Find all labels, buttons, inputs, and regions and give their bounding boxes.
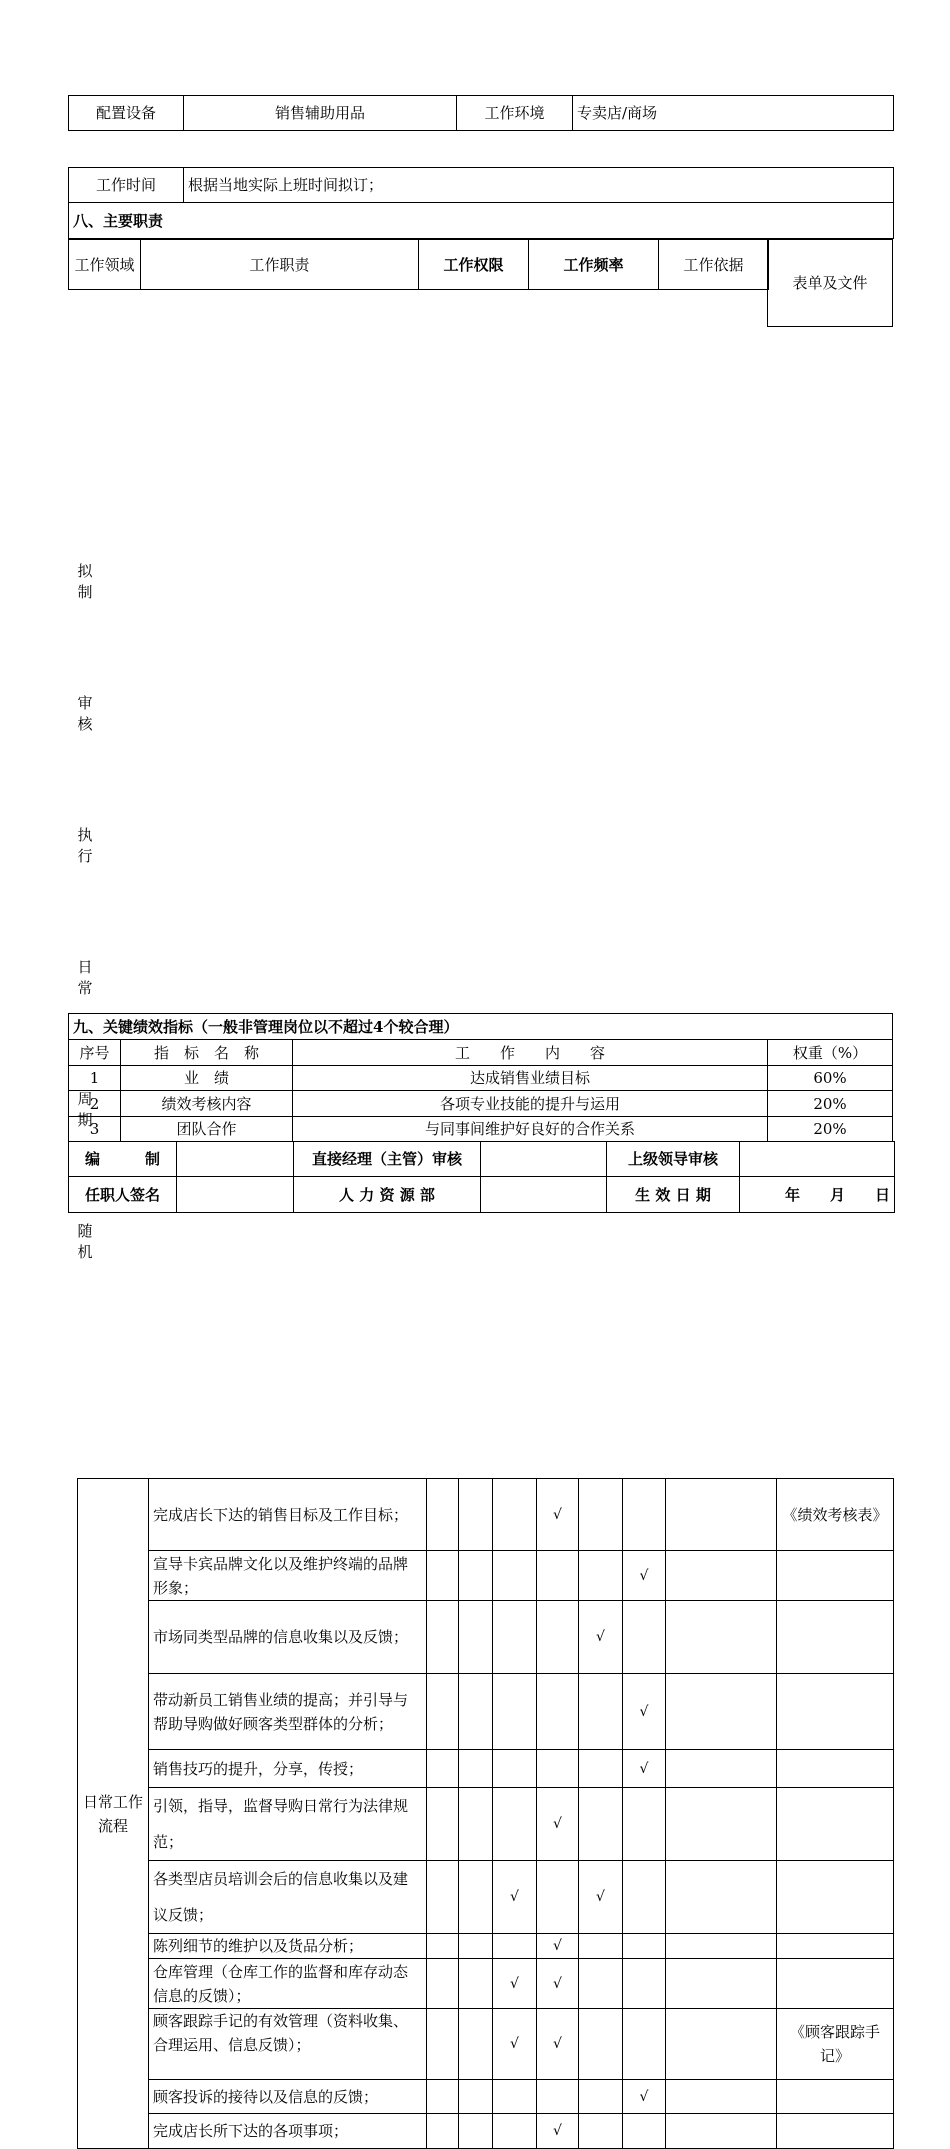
forms-cell bbox=[777, 1959, 894, 2009]
check-cell bbox=[459, 1959, 493, 2009]
kpi-no: 2 bbox=[69, 1091, 121, 1117]
check-cell bbox=[579, 1934, 623, 1959]
duty-text: 各类型店员培训会后的信息收集以及建议反馈； bbox=[149, 1861, 427, 1934]
equipment-value: 销售辅助用品 bbox=[184, 96, 457, 131]
kpi-content: 各项专业技能的提升与运用 bbox=[293, 1091, 768, 1117]
forms-cell bbox=[777, 1788, 894, 1861]
table-row bbox=[69, 1117, 893, 1142]
basis-cell bbox=[666, 1934, 777, 1959]
duty-text: 引领，指导，监督导购日常行为法律规范； bbox=[149, 1788, 427, 1861]
basis-cell bbox=[666, 1479, 777, 1551]
equipment-label: 配置设备 bbox=[69, 96, 184, 131]
basis-cell bbox=[666, 1551, 777, 1601]
kpi-no: 3 bbox=[69, 1117, 121, 1142]
check-cell bbox=[427, 2080, 459, 2114]
check-cell bbox=[459, 1788, 493, 1861]
duty-text: 宣导卡宾品牌文化以及维护终端的品牌形象； bbox=[149, 1551, 427, 1601]
basis-cell bbox=[666, 1601, 777, 1674]
check-cell bbox=[427, 1601, 459, 1674]
check-cell bbox=[623, 1750, 666, 1788]
manager-review-label: 直接经理（主管）审核 bbox=[294, 1142, 481, 1177]
duty-text: 顾客跟踪手记的有效管理（资料收集、合理运用、信息反馈）； bbox=[149, 2009, 427, 2080]
table-row bbox=[78, 1601, 894, 1674]
sub-header-row: 拟 制 审 核 执 行 日 常 周 期 随 机 bbox=[77, 562, 93, 1261]
kpi-name: 团队合作 bbox=[121, 1117, 293, 1142]
check-cell bbox=[537, 2080, 579, 2114]
signer-label: 任职人签名 bbox=[69, 1177, 177, 1213]
check-cell bbox=[579, 1861, 623, 1934]
duty-text: 销售技巧的提升，分享，传授； bbox=[149, 1750, 427, 1788]
basis-cell bbox=[666, 1788, 777, 1861]
check-cell bbox=[459, 1934, 493, 1959]
check-cell bbox=[493, 1861, 537, 1934]
header-forms: 表单及文件 bbox=[768, 240, 893, 327]
check-cell bbox=[427, 2114, 459, 2149]
signer-value[interactable] bbox=[177, 1177, 294, 1213]
table-row bbox=[78, 1674, 894, 1750]
check-cell bbox=[427, 1479, 459, 1551]
duty-text: 市场同类型品牌的信息收集以及反馈； bbox=[149, 1601, 427, 1674]
check-cell bbox=[427, 1750, 459, 1788]
duty-text: 顾客投诉的接待以及信息的反馈； bbox=[149, 2080, 427, 2114]
check-cell bbox=[427, 1959, 459, 2009]
table-row bbox=[78, 2080, 894, 2114]
check-cell bbox=[493, 1750, 537, 1788]
check-cell bbox=[493, 1551, 537, 1601]
time-table bbox=[68, 167, 894, 239]
check-mark: √ bbox=[639, 1703, 649, 1720]
check-cell bbox=[493, 2009, 537, 2080]
check-mark: √ bbox=[596, 1889, 605, 1905]
basis-cell bbox=[666, 1750, 777, 1788]
check-cell bbox=[459, 2080, 493, 2114]
check-mark: √ bbox=[510, 1889, 519, 1905]
check-cell bbox=[493, 1674, 537, 1750]
check-cell bbox=[537, 2009, 579, 2080]
check-cell bbox=[579, 1674, 623, 1750]
check-cell bbox=[537, 2114, 579, 2149]
header-area: 工作领域 bbox=[69, 240, 141, 290]
check-cell bbox=[579, 2080, 623, 2114]
hr-value[interactable] bbox=[481, 1177, 607, 1213]
duties-table bbox=[77, 290, 894, 2149]
forms-cell bbox=[777, 2080, 894, 2114]
check-cell bbox=[579, 2009, 623, 2080]
kpi-content: 与同事间维护好良好的合作关系 bbox=[293, 1117, 768, 1142]
check-cell bbox=[459, 1861, 493, 1934]
check-cell bbox=[537, 1674, 579, 1750]
forms-cell bbox=[777, 1861, 894, 1934]
effective-date-label: 生 效 日 期 bbox=[607, 1177, 740, 1213]
kpi-weight: 20% bbox=[768, 1091, 893, 1117]
table-row bbox=[78, 2009, 894, 2080]
check-cell bbox=[623, 1601, 666, 1674]
check-cell bbox=[537, 1861, 579, 1934]
forms-cell bbox=[777, 2114, 894, 2149]
prepared-value[interactable] bbox=[177, 1142, 294, 1177]
check-cell bbox=[427, 1934, 459, 1959]
check-mark: √ bbox=[553, 1938, 562, 1954]
check-cell bbox=[623, 2114, 666, 2149]
check-mark: √ bbox=[596, 1629, 605, 1645]
check-cell bbox=[427, 1551, 459, 1601]
hr-label: 人 力 资 源 部 bbox=[294, 1177, 481, 1213]
table-row bbox=[69, 1066, 893, 1091]
table-row bbox=[78, 1788, 894, 1861]
table-row bbox=[78, 1959, 894, 2009]
forms-cell: 《绩效考核表》 bbox=[777, 1479, 894, 1551]
check-mark: √ bbox=[553, 2036, 562, 2052]
basis-cell bbox=[666, 2114, 777, 2149]
kpi-name: 业 绩 bbox=[121, 1066, 293, 1091]
kpi-header-weight: 权重（%） bbox=[768, 1040, 893, 1066]
check-cell bbox=[579, 1479, 623, 1551]
table-row bbox=[69, 1091, 893, 1117]
env-label: 工作环境 bbox=[457, 96, 573, 131]
kpi-header-name: 指 标 名 称 bbox=[121, 1040, 293, 1066]
table-row bbox=[78, 1551, 894, 1601]
check-mark: √ bbox=[553, 1506, 562, 1523]
kpi-header-no: 序号 bbox=[69, 1040, 121, 1066]
check-cell bbox=[579, 1750, 623, 1788]
env-value: 专卖店/商场 bbox=[573, 96, 894, 131]
check-mark: √ bbox=[639, 1760, 649, 1777]
check-cell bbox=[459, 1479, 493, 1551]
forms-cell bbox=[777, 1674, 894, 1750]
basis-cell bbox=[666, 1674, 777, 1750]
check-cell bbox=[623, 1861, 666, 1934]
check-cell bbox=[459, 1601, 493, 1674]
prepared-label: 编 制 bbox=[69, 1142, 177, 1177]
duties-header-top bbox=[68, 239, 769, 290]
check-cell bbox=[537, 1959, 579, 2009]
area-cell: 日常工作流程 bbox=[78, 1479, 149, 2149]
check-cell bbox=[537, 1551, 579, 1601]
kpi-table bbox=[68, 1013, 893, 1142]
check-cell bbox=[537, 1750, 579, 1788]
check-cell bbox=[623, 1788, 666, 1861]
check-mark: √ bbox=[639, 2088, 649, 2105]
check-cell bbox=[459, 1674, 493, 1750]
basis-cell bbox=[666, 1959, 777, 2009]
kpi-heading: 九、关键绩效指标（一般非管理岗位以不超过4个较合理） bbox=[69, 1014, 893, 1040]
check-cell bbox=[623, 2009, 666, 2080]
table-row bbox=[78, 1750, 894, 1788]
check-cell bbox=[493, 2114, 537, 2149]
forms-cell bbox=[777, 1750, 894, 1788]
check-cell bbox=[459, 2114, 493, 2149]
check-cell bbox=[623, 1674, 666, 1750]
leader-review-label: 上级领导审核 bbox=[607, 1142, 740, 1177]
check-cell bbox=[623, 1479, 666, 1551]
check-mark: √ bbox=[510, 2036, 519, 2052]
header-frequency: 工作频率 bbox=[529, 240, 659, 290]
check-cell bbox=[459, 2009, 493, 2080]
check-cell bbox=[623, 2080, 666, 2114]
time-value: 根据当地实际上班时间拟订； bbox=[184, 168, 894, 203]
check-cell bbox=[427, 1674, 459, 1750]
check-mark: √ bbox=[553, 2123, 562, 2139]
kpi-weight: 20% bbox=[768, 1117, 893, 1142]
basis-cell bbox=[666, 2009, 777, 2080]
check-cell bbox=[579, 2114, 623, 2149]
check-cell bbox=[427, 1788, 459, 1861]
check-mark: √ bbox=[639, 1567, 649, 1584]
header-authority: 工作权限 bbox=[419, 240, 529, 290]
check-cell bbox=[579, 1788, 623, 1861]
forms-cell bbox=[777, 1601, 894, 1674]
table-row bbox=[78, 1861, 894, 1934]
check-cell bbox=[579, 1959, 623, 2009]
check-cell bbox=[459, 1750, 493, 1788]
check-cell bbox=[493, 1959, 537, 2009]
leader-review-value[interactable] bbox=[740, 1142, 895, 1177]
time-label: 工作时间 bbox=[69, 168, 184, 203]
check-cell bbox=[537, 1601, 579, 1674]
sign-table bbox=[68, 1141, 895, 1213]
table-row bbox=[78, 1934, 894, 1959]
check-cell bbox=[579, 1551, 623, 1601]
check-cell bbox=[493, 1601, 537, 1674]
basis-cell bbox=[666, 2080, 777, 2114]
table-row bbox=[78, 2114, 894, 2149]
kpi-name: 绩效考核内容 bbox=[121, 1091, 293, 1117]
kpi-weight: 60% bbox=[768, 1066, 893, 1091]
duties-heading: 八、主要职责 bbox=[69, 203, 894, 239]
kpi-content: 达成销售业绩目标 bbox=[293, 1066, 768, 1091]
header-basis: 工作依据 bbox=[659, 240, 769, 290]
check-mark: √ bbox=[510, 1975, 519, 1992]
check-cell bbox=[493, 2080, 537, 2114]
manager-review-value[interactable] bbox=[481, 1142, 607, 1177]
check-cell bbox=[579, 1601, 623, 1674]
check-cell bbox=[537, 1479, 579, 1551]
duty-text: 仓库管理（仓库工作的监督和库存动态信息的反馈）； bbox=[149, 1959, 427, 2009]
duty-text: 完成店长所下达的各项事项； bbox=[149, 2114, 427, 2149]
check-cell bbox=[427, 2009, 459, 2080]
check-cell bbox=[537, 1788, 579, 1861]
check-cell bbox=[623, 1551, 666, 1601]
check-mark: √ bbox=[553, 1816, 562, 1832]
kpi-no: 1 bbox=[69, 1066, 121, 1091]
duty-text: 陈列细节的维护以及货品分析； bbox=[149, 1934, 427, 1959]
check-cell bbox=[427, 1861, 459, 1934]
check-cell bbox=[493, 1479, 537, 1551]
check-mark: √ bbox=[553, 1975, 562, 1992]
check-cell bbox=[623, 1959, 666, 2009]
equipment-table bbox=[68, 95, 894, 131]
check-cell bbox=[493, 1788, 537, 1861]
check-cell bbox=[459, 1551, 493, 1601]
header-duty: 工作职责 bbox=[141, 240, 419, 290]
check-cell bbox=[537, 1934, 579, 1959]
forms-cell: 《顾客跟踪手记》 bbox=[777, 2009, 894, 2080]
forms-cell bbox=[777, 1934, 894, 1959]
basis-cell bbox=[666, 1861, 777, 1934]
forms-cell bbox=[777, 1551, 894, 1601]
effective-date-value: 年 月 日 bbox=[740, 1177, 895, 1213]
check-cell bbox=[623, 1934, 666, 1959]
duty-text: 完成店长下达的销售目标及工作目标； bbox=[149, 1479, 427, 1551]
duty-text: 带动新员工销售业绩的提高；并引导与帮助导购做好顾客类型群体的分析； bbox=[149, 1674, 427, 1750]
check-cell bbox=[493, 1934, 537, 1959]
table-row bbox=[78, 1479, 894, 1551]
kpi-header-content: 工 作 内 容 bbox=[293, 1040, 768, 1066]
